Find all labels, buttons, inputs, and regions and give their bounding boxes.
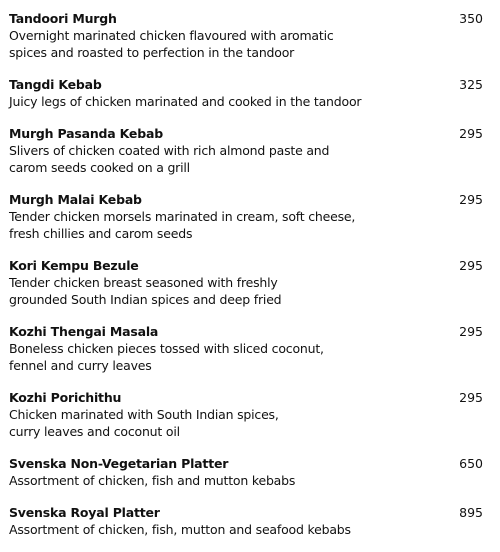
item-description: Boneless chicken pieces tossed with sliced coconut, fennel and curry leaves: [9, 341, 324, 373]
item-name: Kozhi Thengai Masala: [9, 324, 159, 339]
item-price: 295: [459, 390, 483, 405]
item-description: Tender chicken breast seasoned with freshly grounded South Indian spices and deep fried: [9, 275, 282, 307]
item-name: Tandoori Murgh: [9, 11, 117, 26]
item-price: 295: [459, 126, 483, 141]
item-name: Kori Kempu Bezule: [9, 258, 139, 273]
item-name: Svenska Royal Platter: [9, 505, 160, 520]
item-description: Slivers of chicken coated with rich almond paste and carom seeds cooked on a grill: [9, 143, 330, 175]
item-price: 325: [459, 77, 483, 92]
menu-item: [9, 389, 483, 440]
item-description: Chicken marinated with South Indian spices, curry leaves and coconut oil: [9, 407, 279, 439]
item-description: Juicy legs of chicken marinated and cooked in the tandoor: [9, 94, 362, 109]
item-name: Murgh Malai Kebab: [9, 192, 142, 207]
item-description: Assortment of chicken, fish, mutton and seafood kebabs: [9, 522, 351, 537]
item-name: Svenska Non-Vegetarian Platter: [9, 456, 229, 471]
menu-list: [9, 10, 483, 538]
item-name: Tangdi Kebab: [9, 77, 102, 92]
item-description: Tender chicken morsels marinated in cream, soft cheese, fresh chillies and carom seeds: [9, 209, 356, 241]
menu-item: [9, 455, 483, 489]
menu-item: [9, 125, 483, 176]
item-price: 295: [459, 324, 483, 339]
item-price: 350: [459, 11, 483, 26]
item-name: Murgh Pasanda Kebab: [9, 126, 163, 141]
item-price: 895: [459, 505, 483, 520]
item-price: 295: [459, 192, 483, 207]
item-name: Kozhi Porichithu: [9, 390, 122, 405]
menu-item: [9, 10, 483, 61]
menu-item: [9, 504, 483, 538]
item-price: 650: [459, 456, 483, 471]
menu-item: [9, 257, 483, 308]
item-description: Overnight marinated chicken flavoured with aromatic spices and roasted to perfection in the tandoor: [9, 28, 334, 60]
item-price: 295: [459, 258, 483, 273]
menu-item: [9, 191, 483, 242]
item-description: Assortment of chicken, fish and mutton kebabs: [9, 473, 296, 488]
menu-item: [9, 76, 483, 110]
menu-item: [9, 323, 483, 374]
